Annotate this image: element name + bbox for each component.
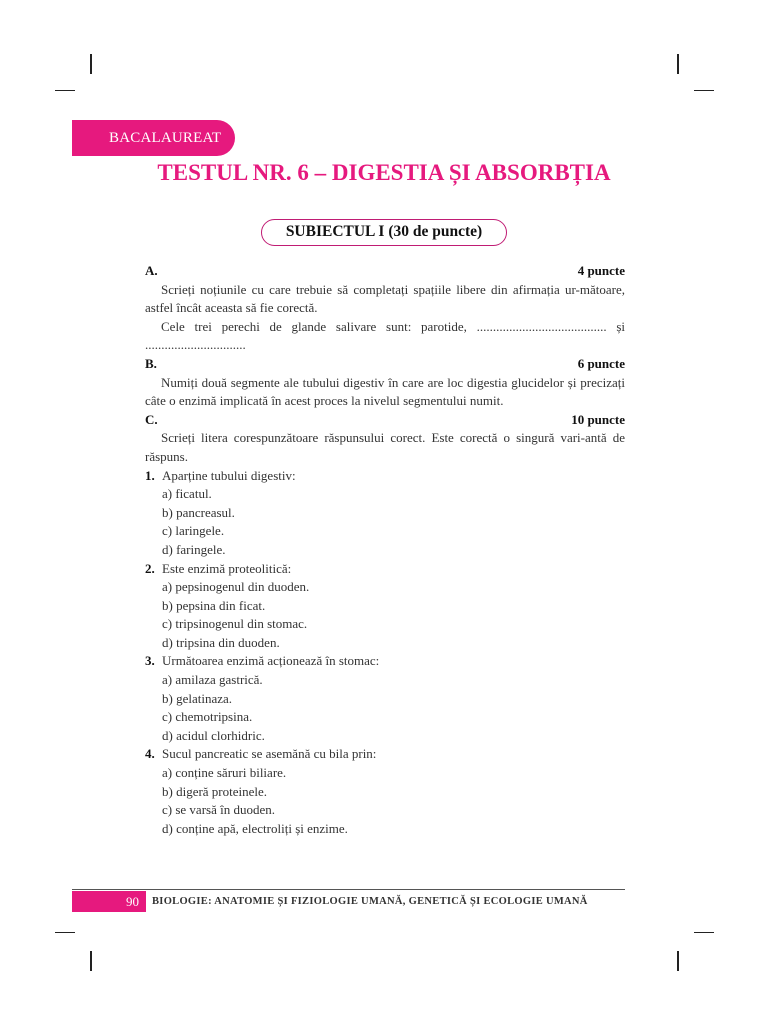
answer-option: a) pepsinogenul din duoden. <box>162 579 310 595</box>
question-number: 3. <box>145 653 155 669</box>
question-text: Aparține tubului digestiv: <box>162 467 296 483</box>
answer-option: b) digeră proteinele. <box>162 783 268 799</box>
question <box>145 560 625 579</box>
answer-option: d) tripsina din duoden. <box>162 634 280 650</box>
footer-divider <box>72 889 625 890</box>
section-label: A. <box>145 263 158 278</box>
section-points: 6 puncte <box>577 355 625 371</box>
question-text: Este enzimă proteolitică: <box>162 560 292 576</box>
crop-mark <box>694 90 714 91</box>
answer-option: c) tripsinogenul din stomac. <box>162 616 308 632</box>
crop-mark <box>90 54 92 74</box>
answer-option: c) laringele. <box>162 523 225 539</box>
question-text: Următoarea enzimă acționează în stomac: <box>162 653 380 669</box>
answer-option: d) conține apă, electroliți și enzime. <box>162 820 348 836</box>
crop-mark <box>55 90 75 91</box>
answer-option: a) conține săruri biliare. <box>162 765 287 781</box>
answer-option: b) pepsina din ficat. <box>162 597 266 613</box>
section-a-statement: Cele trei perechi de glande salivare sunt: parotide, ........................................ și ............................... <box>145 318 625 353</box>
section-b-instructions: Numiți două segmente ale tubului digestiv în care are loc digestia glucidelor și precizați câte o enzimă implicată în acest proces la nivelul segmentului numit. <box>145 374 625 409</box>
section-a-header <box>145 262 625 281</box>
crop-mark <box>677 951 679 971</box>
crop-mark <box>694 932 714 933</box>
question <box>145 652 625 671</box>
section-a-instructions: Scrieți noțiunile cu care trebuie să completați spațiile libere din afirmația ur-mătoare, astfel încât aceasta să fie corectă. <box>145 281 625 316</box>
answer-option: b) gelatinaza. <box>162 690 233 706</box>
crop-mark <box>55 932 75 933</box>
section-label: B. <box>145 355 157 371</box>
section-b-header <box>145 355 625 374</box>
section-c-instructions: Scrieți litera corespunzătoare răspunsului corect. Este corectă o singură vari-antă de răspuns. <box>145 430 625 464</box>
test-content <box>145 262 625 838</box>
answer-option: c) chemotripsina. <box>162 709 253 725</box>
section-label: C. <box>145 411 158 427</box>
answer-option: a) ficatul. <box>162 486 212 502</box>
answer-option: d) faringele. <box>162 541 226 557</box>
section-points: 4 puncte <box>577 263 625 278</box>
subject-heading: SUBIECTUL I (30 de puncte) <box>261 219 507 246</box>
section-points: 10 puncte <box>571 411 625 427</box>
answer-option: d) acidul clorhidric. <box>162 727 265 743</box>
answer-option: a) amilaza gastrică. <box>162 672 263 688</box>
page-number: 90 <box>72 891 146 912</box>
question-number: 2. <box>145 560 155 576</box>
question-number: 4. <box>145 746 155 762</box>
question <box>145 467 625 486</box>
crop-mark <box>90 951 92 971</box>
crop-mark <box>677 54 679 74</box>
question-number: 1. <box>145 467 155 483</box>
footer-book-title: BIOLOGIE: ANATOMIE ȘI FIZIOLOGIE UMANĂ, GENETICĂ ȘI ECOLOGIE UMANĂ <box>152 896 588 907</box>
question-text: Sucul pancreatic se asemănă cu bila prin: <box>162 746 377 762</box>
section-badge: BACALAUREAT <box>72 120 235 156</box>
answer-option: c) se varsă în duoden. <box>162 802 275 818</box>
page-title: TESTUL NR. 6 – DIGESTIA ȘI ABSORBȚIA <box>157 160 611 185</box>
question <box>145 745 625 764</box>
section-c-header <box>145 411 625 430</box>
answer-option: b) pancreasul. <box>162 504 235 520</box>
